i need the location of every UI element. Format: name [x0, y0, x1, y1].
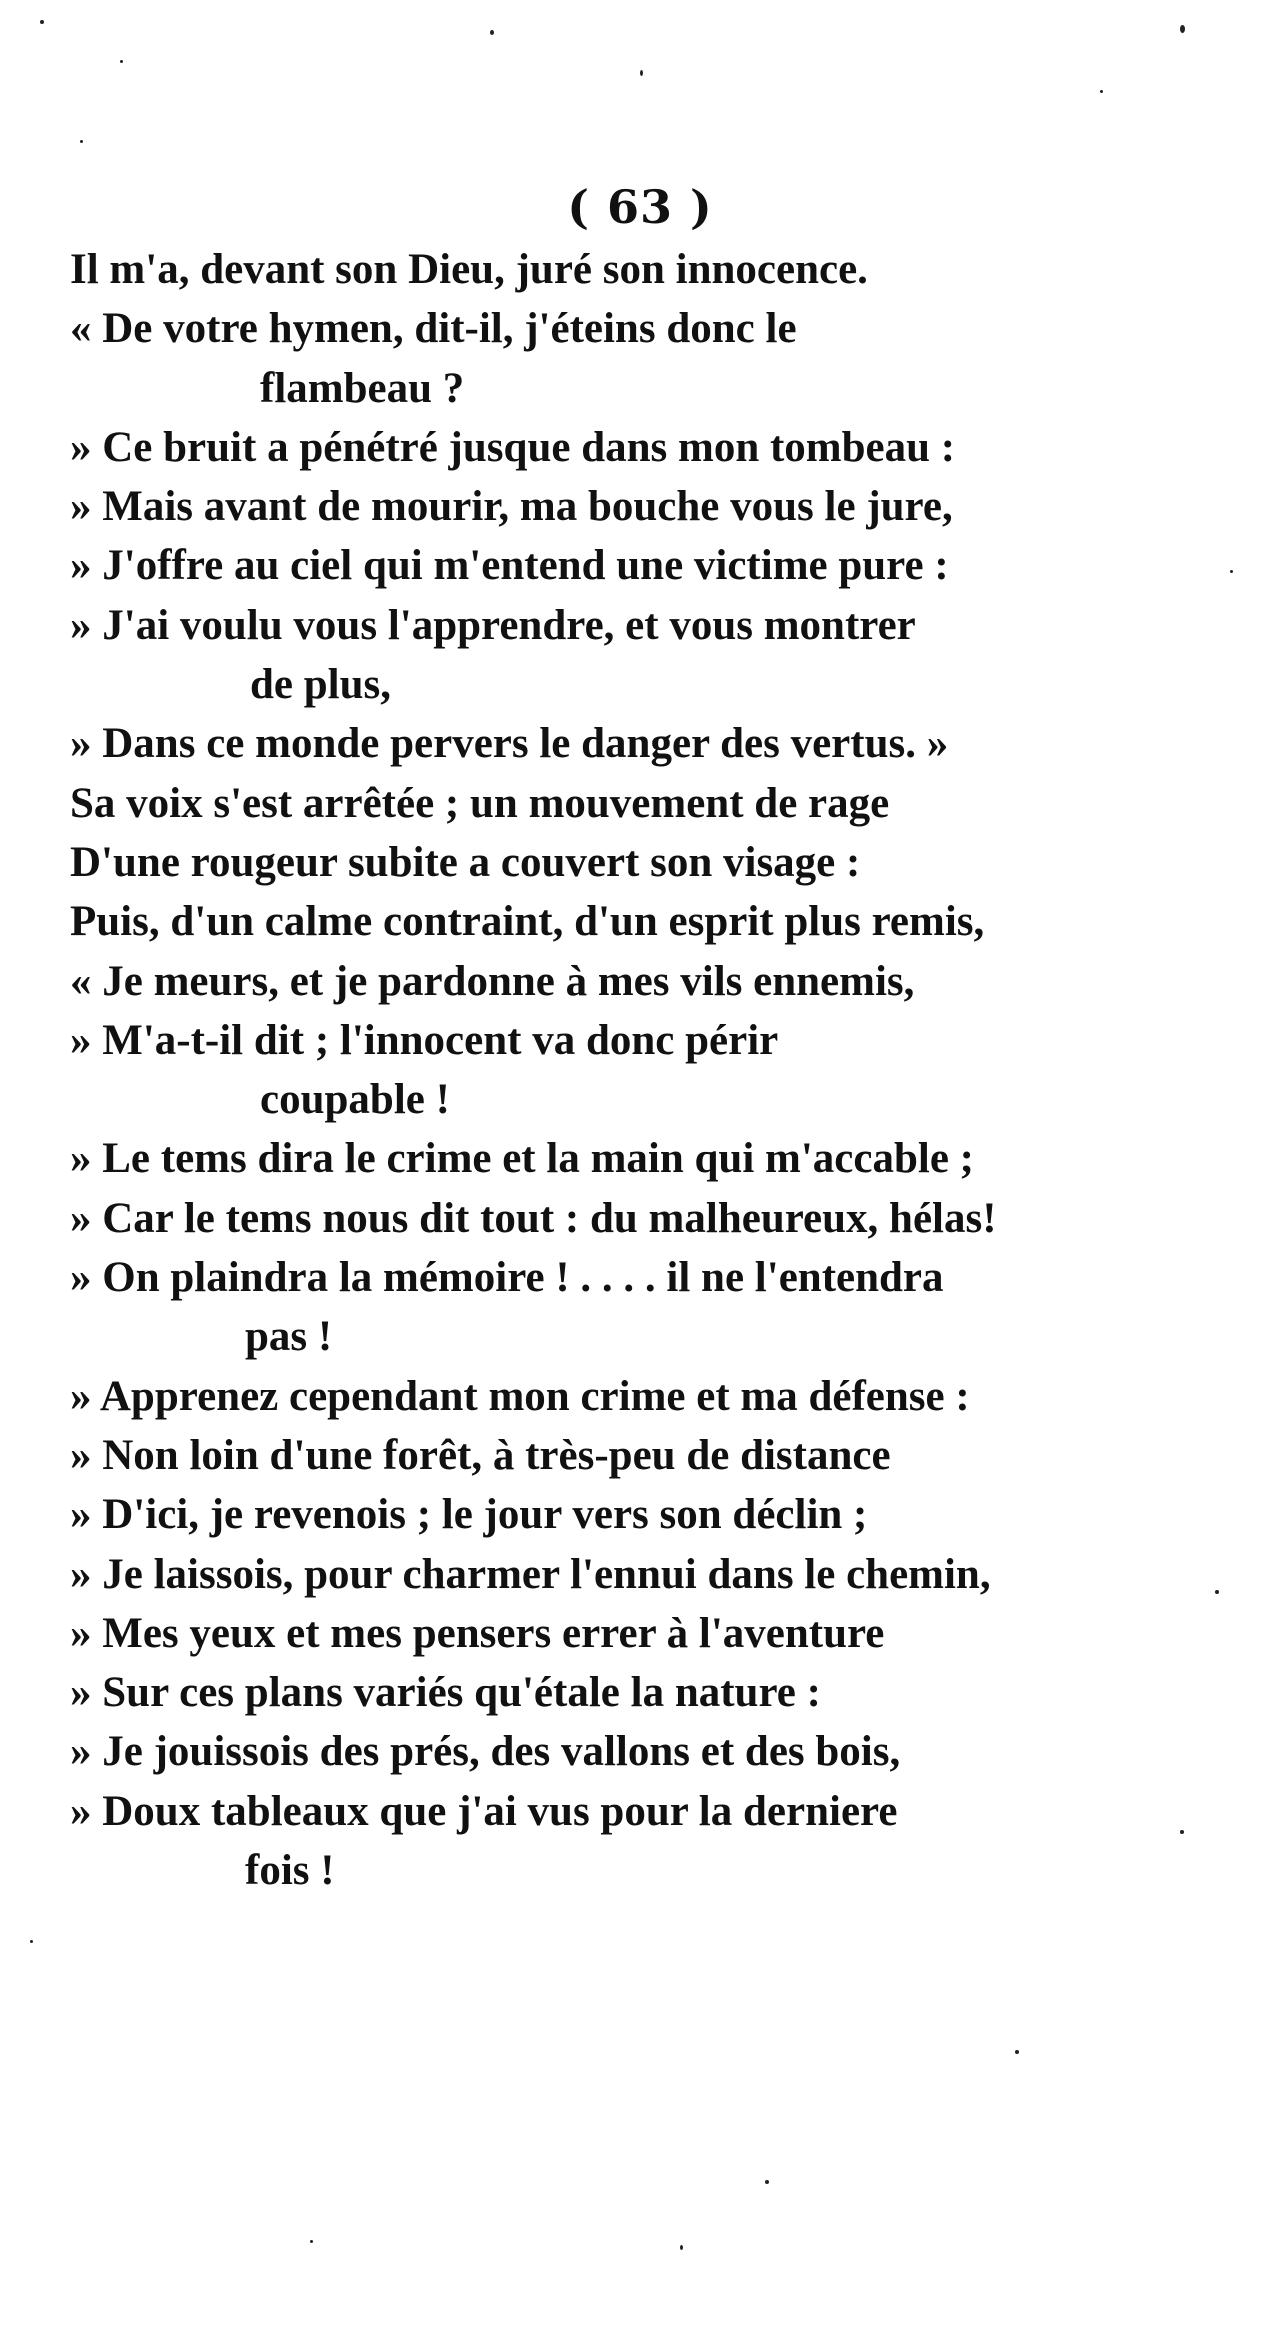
verse-line: » Apprenez cependant mon crime et ma défense : — [70, 1372, 970, 1420]
poem-text — [70, 240, 1080, 1900]
verse-line-continuation: fois ! — [245, 1847, 335, 1895]
verse-line: Il m'a, devant son Dieu, juré son innocence. — [70, 246, 868, 293]
verse-line: » Mais avant de mourir, ma bouche vous le jure, — [70, 483, 953, 531]
verse-line: » M'a-t-il dit ; l'innocent va donc périr — [70, 1016, 779, 1064]
ink-speck — [1100, 90, 1103, 93]
verse-line: » J'ai voulu vous l'apprendre, et vous montrer — [70, 601, 916, 649]
ink-speck — [1015, 2050, 1019, 2054]
verse-line: » Je jouissois des prés, des vallons et des bois, — [70, 1728, 901, 1776]
verse-line: » Doux tableaux que j'ai vus pour la derniere — [70, 1787, 898, 1835]
verse-line: » Mes yeux et mes pensers errer à l'aventure — [70, 1609, 885, 1657]
verse-line: » Ce bruit a pénétré jusque dans mon tombeau : — [70, 423, 956, 471]
ink-speck — [640, 70, 643, 76]
verse-line-continuation: de plus, — [250, 661, 392, 709]
ink-speck — [680, 2245, 683, 2250]
verse-line: » Non loin d'une forêt, à très-peu de distance — [70, 1431, 891, 1479]
ink-speck — [1180, 1830, 1184, 1834]
verse-line-continuation: coupable ! — [260, 1076, 450, 1124]
ink-speck — [1180, 25, 1185, 33]
ink-speck — [490, 30, 494, 35]
ink-speck — [1215, 1590, 1219, 1594]
verse-line-continuation: flambeau ? — [260, 364, 465, 412]
ink-speck — [765, 2180, 769, 2184]
verse-line: » Dans ce monde pervers le danger des vertus. » — [70, 720, 949, 768]
verse-line: « Je meurs, et je pardonne à mes vils ennemis, — [70, 957, 915, 1005]
ink-speck — [1230, 570, 1233, 573]
verse-line-continuation: pas ! — [245, 1313, 333, 1361]
verse-line: « De votre hymen, dit-il, j'éteins donc le — [70, 305, 797, 353]
ink-speck — [30, 1940, 33, 1943]
page-number: ( 63 ) — [567, 180, 713, 234]
ink-speck — [40, 20, 44, 24]
verse-line: Puis, d'un calme contraint, d'un esprit plus remis, — [70, 898, 985, 946]
verse-line: » D'ici, je revenois ; le jour vers son déclin ; — [70, 1491, 868, 1539]
verse-line: » J'offre au ciel qui m'entend une victime pure : — [70, 542, 949, 590]
verse-line: » Je laissois, pour charmer l'ennui dans le chemin, — [70, 1550, 991, 1598]
verse-line: D'une rougeur subite a couvert son visage : — [70, 838, 861, 886]
ink-speck — [310, 2240, 313, 2243]
ink-speck — [120, 60, 123, 63]
verse-line: » Le tems dira le crime et la main qui m'accable ; — [70, 1135, 974, 1183]
verse-line: » Car le tems nous dit tout : du malheureux, hélas! — [70, 1194, 997, 1242]
ink-speck — [80, 140, 83, 143]
verse-line: » Sur ces plans variés qu'étale la nature : — [70, 1669, 821, 1717]
verse-line: » On plaindra la mémoire ! . . . . il ne l'entendra — [70, 1254, 944, 1302]
verse-line: Sa voix s'est arrêtée ; un mouvement de rage — [70, 779, 890, 827]
